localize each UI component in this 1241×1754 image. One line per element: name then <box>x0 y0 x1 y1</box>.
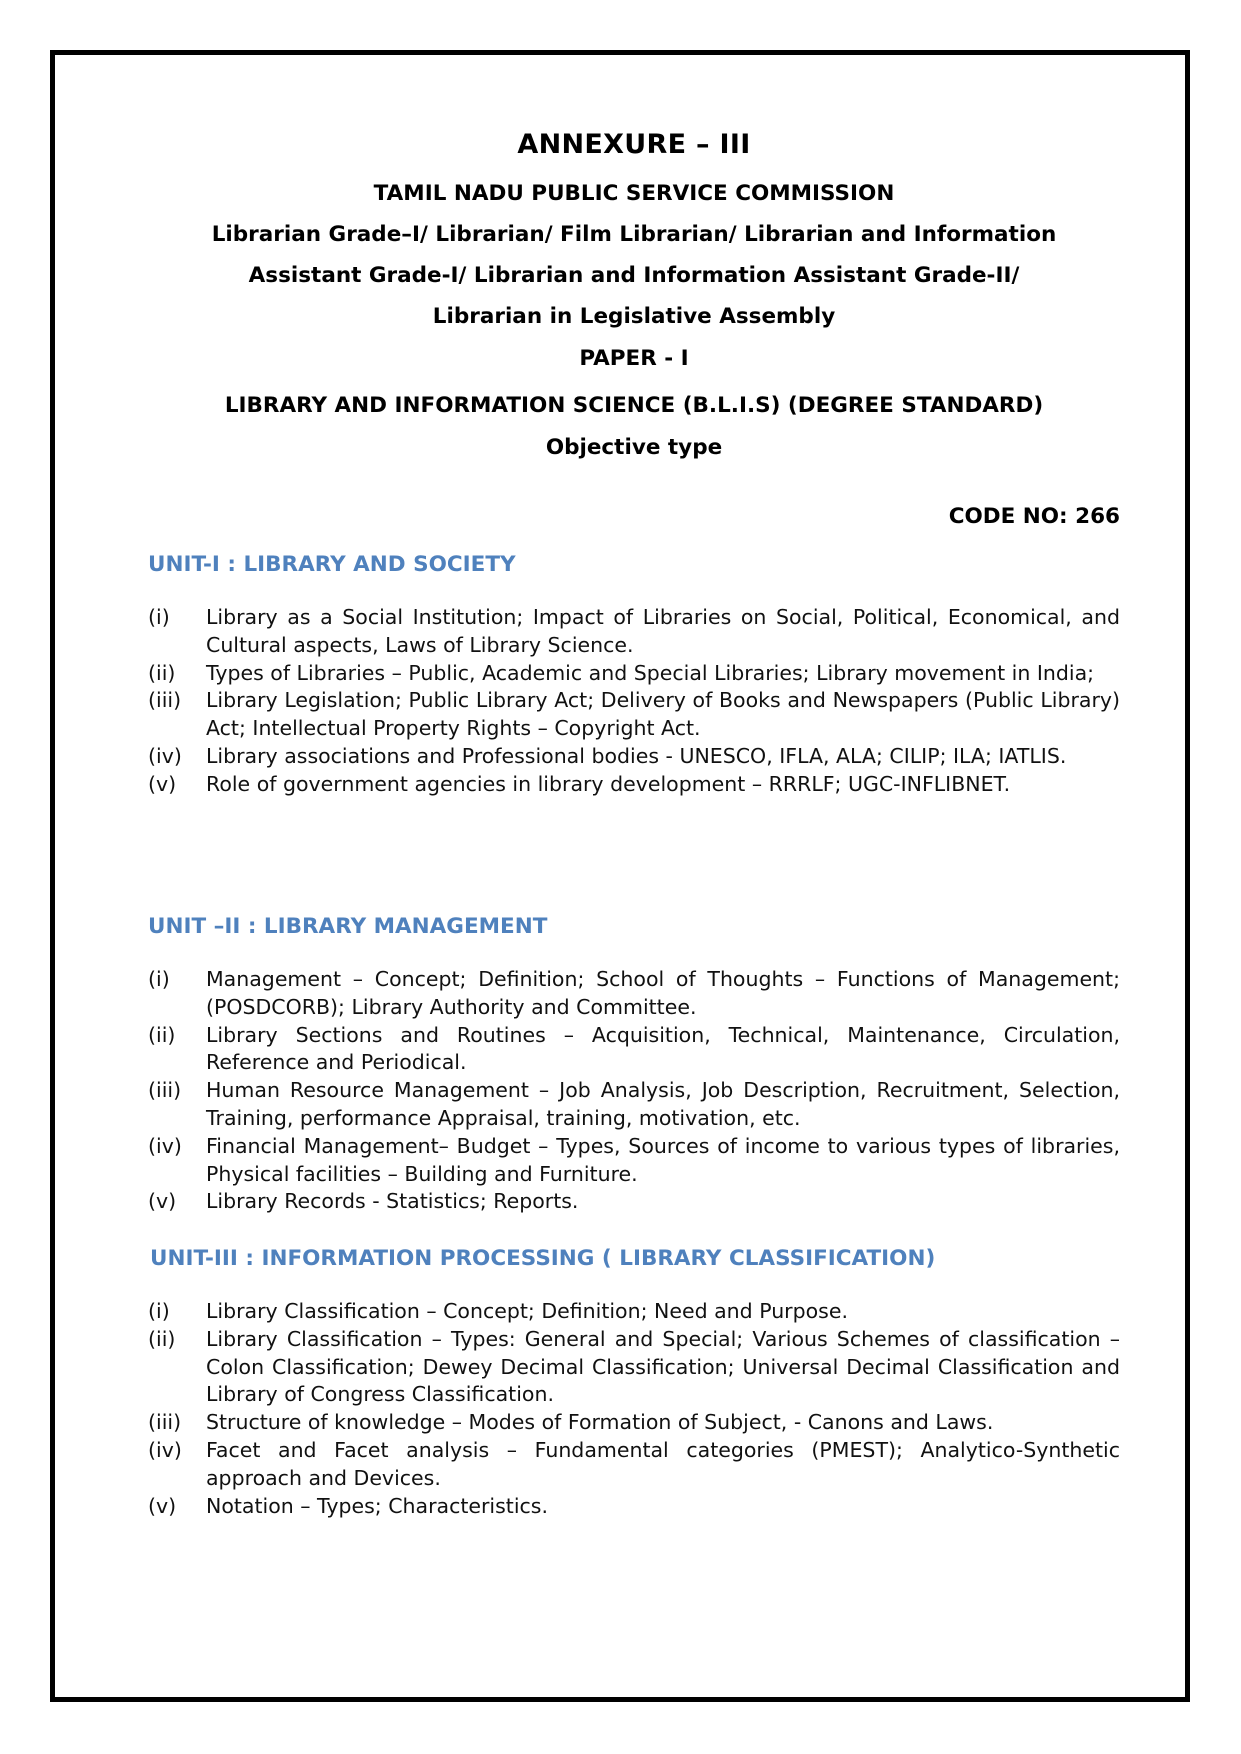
item-number: (iii) <box>148 1410 182 1435</box>
list-item <box>148 1077 1120 1133</box>
list-item <box>148 1437 1120 1493</box>
list-item <box>148 771 1120 799</box>
paper-number: PAPER - I <box>579 346 689 371</box>
item-text: Human Resource Management – Job Analysis, Job Description, Recruitment, Selection, Training, performance Appraisal, training, motivation, etc. <box>206 1078 1120 1130</box>
list-item <box>148 743 1120 771</box>
item-text: Library Classification – Concept; Definition; Need and Purpose. <box>206 1299 848 1323</box>
subject-title: LIBRARY AND INFORMATION SCIENCE (B.L.I.S) (DEGREE STANDARD) <box>224 393 1044 418</box>
item-number: (v) <box>148 1493 177 1518</box>
list-item <box>148 1188 1120 1216</box>
item-text: Types of Libraries – Public, Academic and Special Libraries; Library movement in India; <box>206 660 1095 685</box>
item-number: (ii) <box>148 660 176 685</box>
item-number: (ii) <box>148 1022 176 1047</box>
unit-topic-list <box>148 966 1120 1216</box>
list-item <box>148 660 1120 688</box>
list-item <box>148 604 1120 660</box>
item-text: Library Sections and Routines – Acquisition, Technical, Maintenance, Circulation, Reference and Periodical. <box>206 1022 1120 1075</box>
posts-line-3: Librarian in Legislative Assembly <box>432 304 836 329</box>
item-number: (v) <box>148 1189 177 1214</box>
unit-heading: UNIT-III : INFORMATION PROCESSING ( LIBRARY CLASSIFICATION) <box>150 1246 936 1271</box>
code-number: CODE NO: 266 <box>948 504 1120 529</box>
list-item <box>148 1326 1120 1409</box>
item-number: (iv) <box>148 743 182 768</box>
annexure-title: ANNEXURE – III <box>517 129 751 160</box>
item-text: Library associations and Professional bodies - UNESCO, IFLA, ALA; CILIP; ILA; IATLIS. <box>206 743 1067 768</box>
item-text: Financial Management– Budget – Types, Sources of income to various types of libraries, Physical facilities – Building and Furniture. <box>206 1133 1120 1186</box>
item-number: (iv) <box>148 1437 182 1462</box>
item-number: (i) <box>148 1299 170 1323</box>
list-item <box>148 687 1120 743</box>
unit-topic-list <box>148 604 1120 799</box>
posts-line-2: Assistant Grade-I/ Librarian and Information Assistant Grade-II/ <box>248 263 1020 288</box>
item-number: (i) <box>148 967 170 991</box>
list-item <box>148 1022 1120 1078</box>
exam-type: Objective type <box>545 435 723 460</box>
item-text: Role of government agencies in library development – RRRLF; UGC-INFLIBNET. <box>206 771 1011 796</box>
item-number: (iii) <box>148 688 182 713</box>
item-text: Facet and Facet analysis – Fundamental categories (PMEST); Analytico-Synthetic approach and Devices. <box>206 1437 1120 1490</box>
item-number: (i) <box>148 605 170 629</box>
list-item <box>148 1493 1120 1521</box>
list-item <box>148 966 1120 1022</box>
item-text: Library Legislation; Public Library Act; Delivery of Books and Newspapers (Public Library) Act; Intellectual Property Rights – Copyright Act. <box>206 688 1120 741</box>
item-text: Library Records - Statistics; Reports. <box>206 1189 579 1214</box>
item-text: Library Classification – Types: General and Special; Various Schemes of classification – Colon Classification; Dewey Decimal Classification; Universal Decimal Classification and Library of Congress Classification. <box>206 1326 1120 1407</box>
list-item <box>148 1133 1120 1189</box>
posts-line-1: Librarian Grade–I/ Librarian/ Film Librarian/ Librarian and Information <box>211 222 1057 247</box>
unit-topic-list <box>148 1298 1120 1520</box>
list-item <box>148 1298 1120 1326</box>
item-number: (iv) <box>148 1133 182 1158</box>
item-text: Management – Concept; Definition; School of Thoughts – Functions of Management; (POSDCORB); Library Authority and Committee. <box>206 967 1120 1019</box>
unit-heading: UNIT-I : LIBRARY AND SOCIETY <box>148 552 516 577</box>
unit-heading: UNIT –II : LIBRARY MANAGEMENT <box>148 914 548 939</box>
commission-name: TAMIL NADU PUBLIC SERVICE COMMISSION <box>373 181 895 206</box>
item-number: (v) <box>148 771 177 796</box>
item-text: Structure of knowledge – Modes of Formation of Subject, - Canons and Laws. <box>206 1410 994 1435</box>
item-number: (iii) <box>148 1078 182 1103</box>
item-number: (ii) <box>148 1326 176 1351</box>
item-text: Library as a Social Institution; Impact of Libraries on Social, Political, Economical, and Cultural aspects, Laws of Library Science. <box>206 605 1120 657</box>
item-text: Notation – Types; Characteristics. <box>206 1493 549 1518</box>
list-item <box>148 1409 1120 1437</box>
